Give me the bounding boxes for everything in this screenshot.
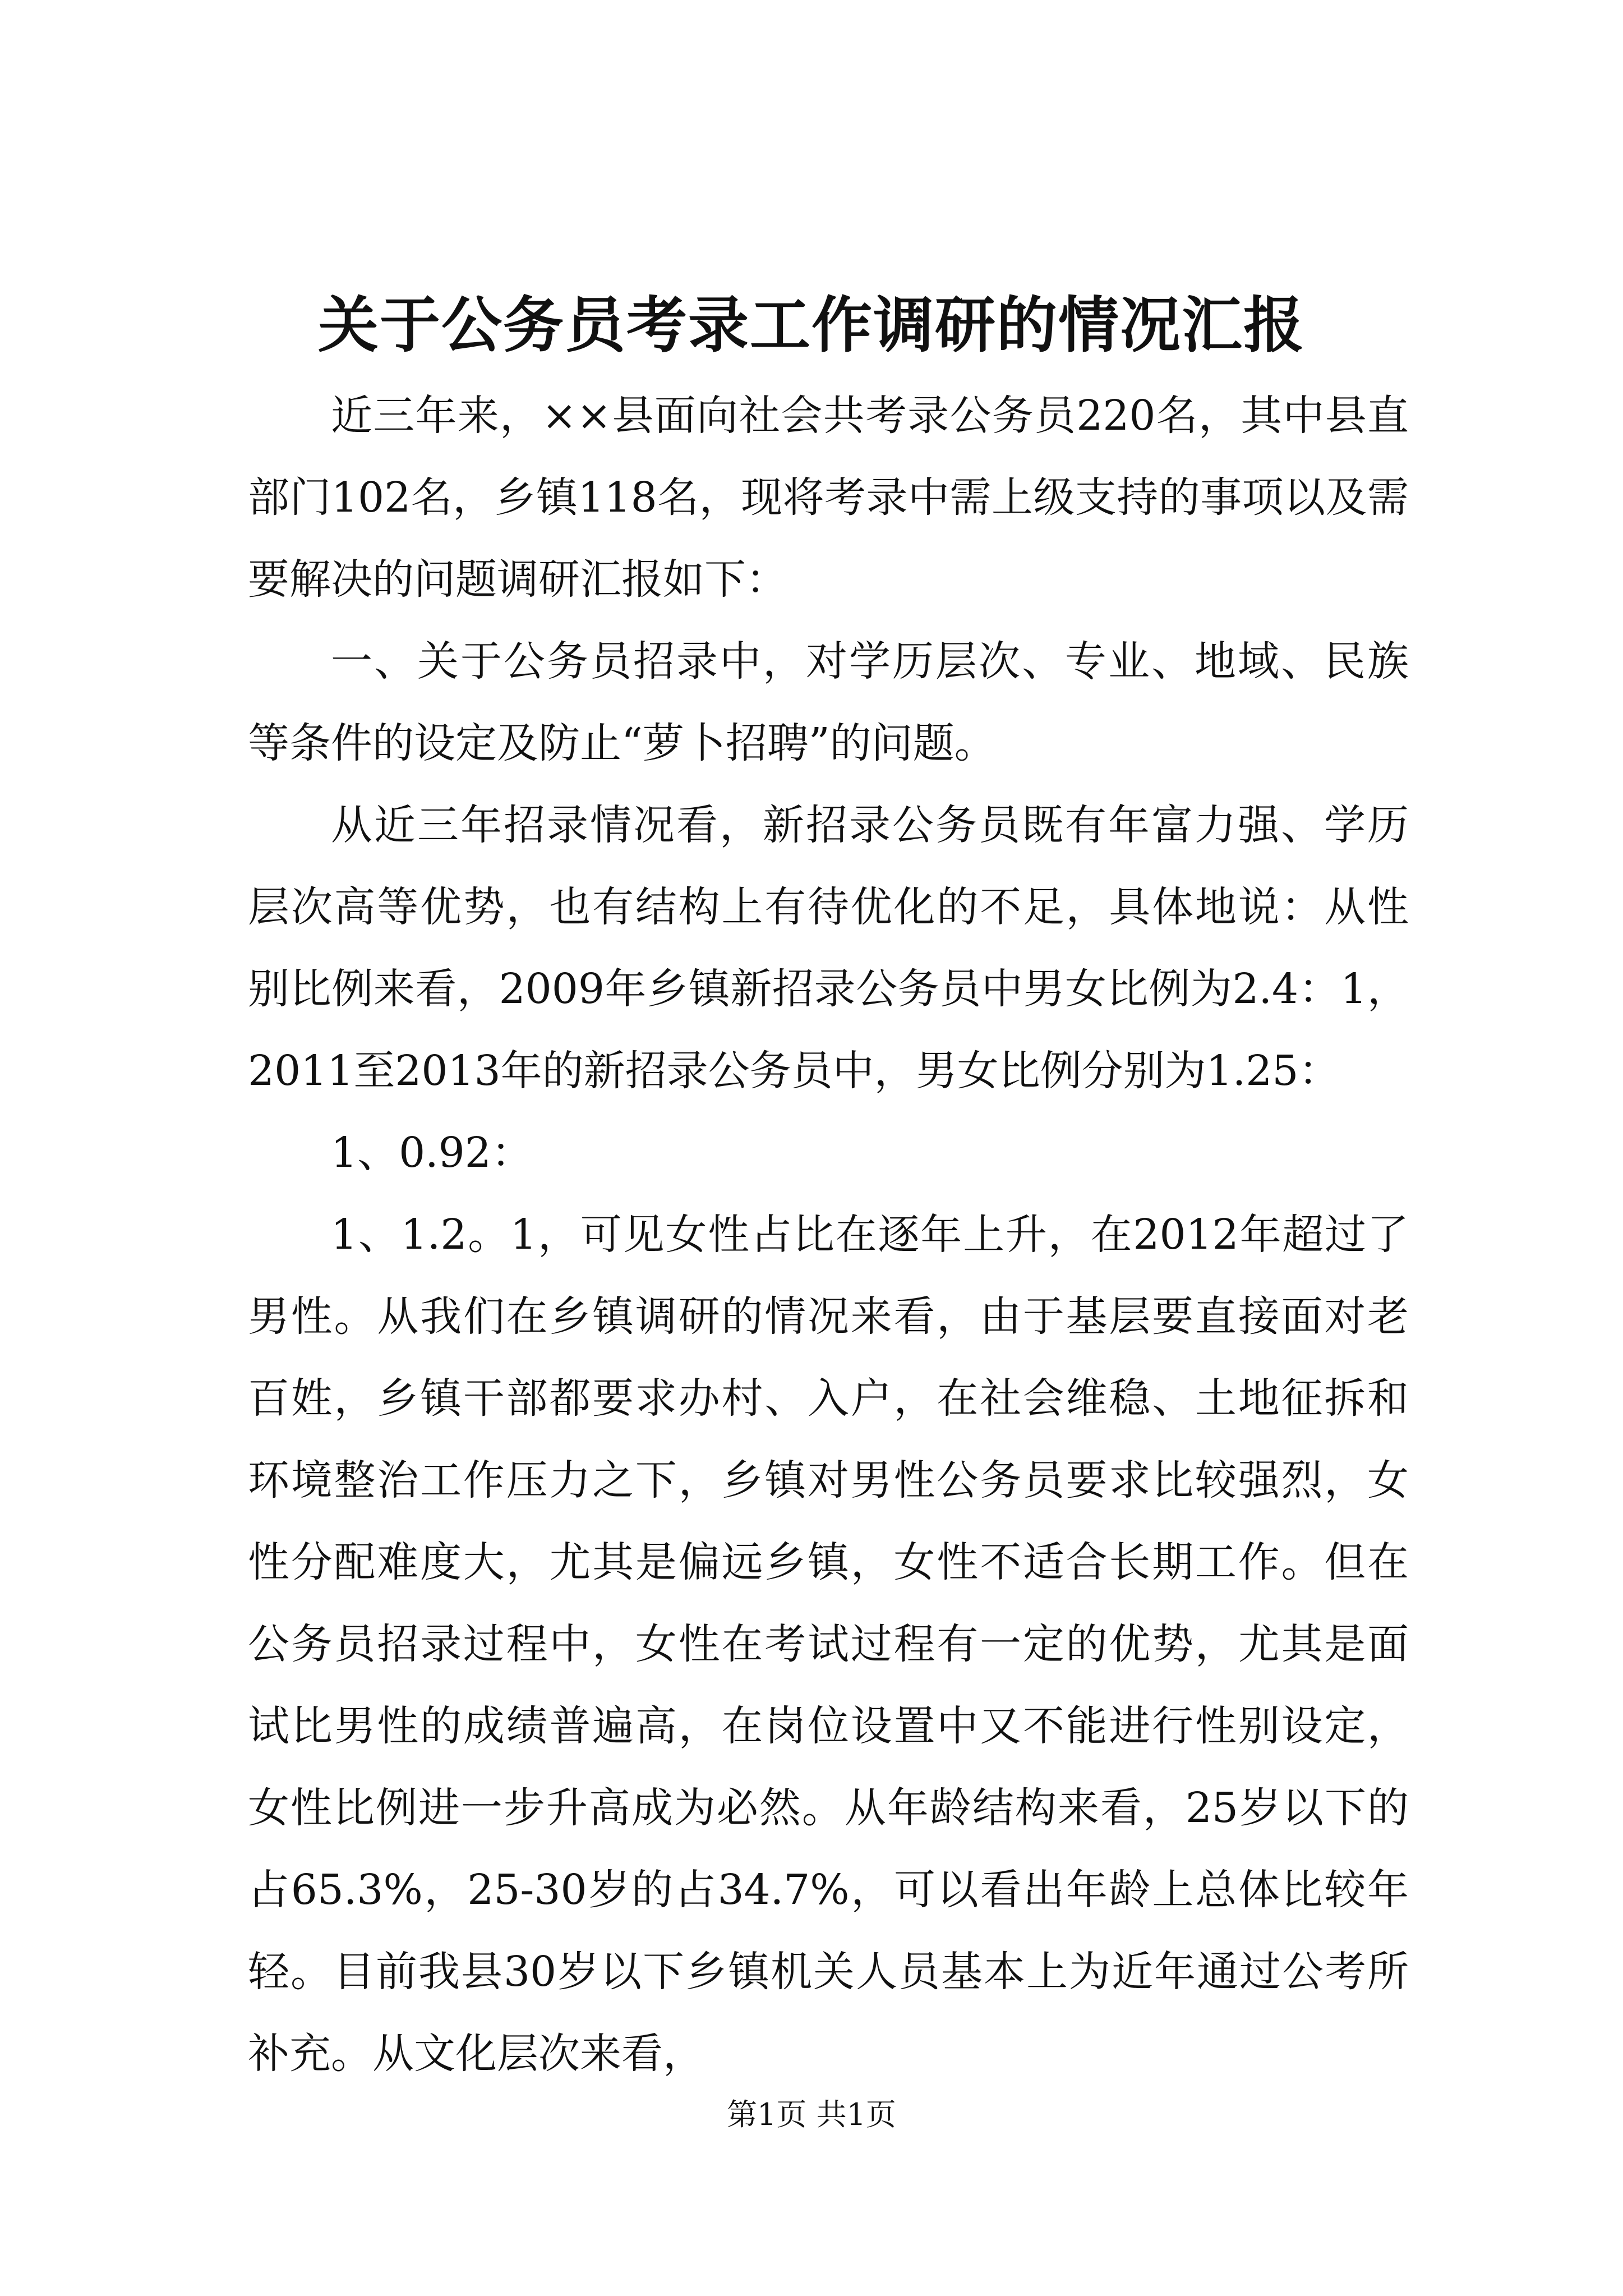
document-body: [248, 375, 1409, 2095]
page-footer: 第1页 共1页: [727, 2097, 896, 2132]
paragraph: 1、1.2。1，可见女性占比在逐年上升，在2012年超过了男性。从我们在乡镇调研的情况来看，由于基层要直接面对老百姓，乡镇干部都要求办村、入户，在社会维稳、土地征拆和环境整治工作压力之下，乡镇对男性公务员要求比较强烈，女性分配难度大，尤其是偏远乡镇，女性不适合长期工作。但在公务员招录过程中，女性在考试过程有一定的优势，尤其是面试比男性的成绩普遍高，在岗位设置中又不能进行性别设定，女性比例进一步升高成为必然。从年龄结构来看，25岁以下的占65.3%，25-30岁的占34.7%，可以看出年龄上总体比较年轻。目前我县30岁以下乡镇机关人员基本上为近年通过公考所补充。从文化层次来看，: [248, 1211, 1409, 2078]
paragraph: 1、0.92：: [331, 1129, 533, 1177]
paragraph: 近三年来，××县面向社会共考录公务员220名，其中县直部门102名，乡镇118名，现将考录中需上级支持的事项以及需要解决的问题调研汇报如下：: [248, 392, 1409, 604]
paragraph: 从近三年招录情况看，新招录公务员既有年富力强、学历层次高等优势，也有结构上有待优化的不足，具体地说：从性别比例来看，2009年乡镇新招录公务员中男女比例为2.4：1，2011至2013年的新招录公务员中，男女比例分别为1.25：: [248, 801, 1409, 1095]
document-title: 关于公务员考录工作调研的情况汇报: [317, 290, 1305, 361]
paragraph: 一、关于公务员招录中，对学历层次、专业、地域、民族等条件的设定及防止“萝卜招聘”的问题。: [248, 637, 1409, 767]
